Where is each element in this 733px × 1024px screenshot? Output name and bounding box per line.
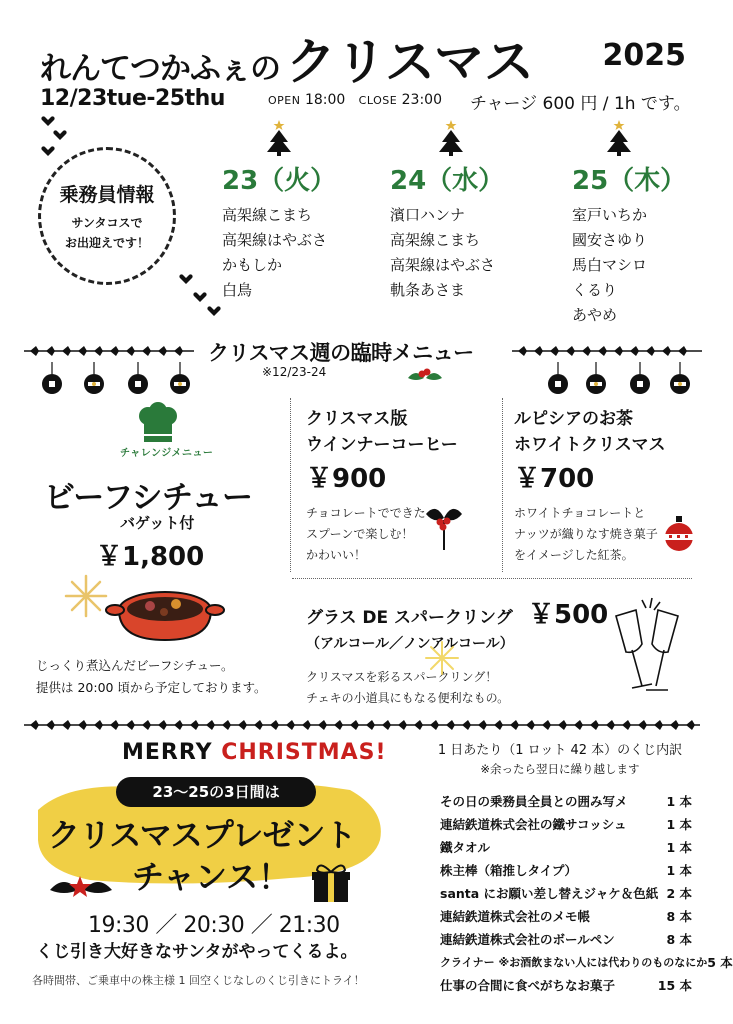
table-row xyxy=(440,882,692,905)
tea-desc-line1: ホワイトチョコレートと xyxy=(514,506,646,520)
menu-item-sparkling xyxy=(306,594,626,709)
beef-stew-description xyxy=(36,655,266,699)
title-year: 2025 xyxy=(602,38,686,73)
sparkling-sub: （アルコール／ノンアルコール） xyxy=(306,636,514,652)
snowflake-icon xyxy=(64,574,108,618)
charge-info: チャージ 600 円 / 1h です。 xyxy=(470,94,691,114)
close-time: 23:00 xyxy=(401,92,442,108)
tea-price: ￥700 xyxy=(514,464,595,494)
divider xyxy=(292,578,692,579)
ornament-icon xyxy=(546,362,696,398)
open-label: OPEN xyxy=(268,94,301,107)
open-time: 18:00 xyxy=(304,92,346,108)
day-date: 24（水） xyxy=(390,166,505,196)
merry-christmas xyxy=(122,740,387,765)
prize-count: 1 本 xyxy=(666,794,692,809)
champagne-icon xyxy=(602,598,694,702)
crew-name: 高架線こまち xyxy=(222,206,313,224)
menu-section-note: ※12/23-24 xyxy=(262,365,327,379)
prize-count: 2 本 xyxy=(666,886,692,901)
crew-name: 室戸いちか xyxy=(572,206,648,224)
close-label: CLOSE xyxy=(358,94,398,107)
beef-desc-line2: 提供は 20:00 頃から予定しております。 xyxy=(36,680,267,695)
garland-right xyxy=(512,344,702,358)
crew-name: 高架線はやぶさ xyxy=(222,231,328,249)
crew-name: かもしか xyxy=(222,256,283,274)
prize-name: 連結鉄道株式会社のメモ帳 xyxy=(440,909,591,924)
crew-name: 國安さゆり xyxy=(572,231,648,249)
snowflake-icon xyxy=(424,640,460,676)
holly-icon xyxy=(422,500,466,552)
christmas-word: CHRISTMAS! xyxy=(221,740,387,765)
beef-stew-sub: バゲット付 xyxy=(120,514,195,532)
tree-icon xyxy=(264,120,294,156)
prize-name: 連結鉄道株式会社の鐵サコッシュ xyxy=(440,817,627,832)
holly-icon xyxy=(404,366,444,388)
tree-icon xyxy=(604,120,634,156)
table-row xyxy=(440,951,733,974)
menu-section-title: クリスマス週の臨時メニュー xyxy=(208,341,474,365)
chef-hat-icon xyxy=(136,402,180,444)
crew-name: くるり xyxy=(572,281,618,299)
lottery-table xyxy=(440,790,733,997)
sparkling-desc-line1: クリスマスを彩るスパークリング！ xyxy=(306,670,498,684)
table-row xyxy=(440,974,692,997)
coffee-desc-line2: スプーンで楽しむ！ xyxy=(306,527,414,541)
present-line1: クリスマスプレゼント xyxy=(48,816,356,854)
crew-name: 白鳥 xyxy=(222,281,253,299)
prize-count: 1 本 xyxy=(666,817,692,832)
coffee-price: ￥900 xyxy=(306,464,387,494)
sparkling-price: ￥500 xyxy=(528,600,609,630)
prize-name: 仕事の合間に食べがちなお菓子 xyxy=(440,978,616,993)
table-row xyxy=(440,928,692,951)
table-row xyxy=(440,859,692,882)
crew-name: 濱口ハンナ xyxy=(390,206,466,224)
coffee-title2: ウインナーコーヒー xyxy=(306,435,458,455)
prize-name: クライナー ※お酒飲まない人には代わりのものなにか xyxy=(440,956,708,969)
lottery-header xyxy=(418,742,702,778)
title-main: クリスマス xyxy=(286,33,534,91)
ornament-icon xyxy=(664,516,694,552)
tea-title1: ルピシアのお茶 xyxy=(514,409,633,429)
tea-title2: ホワイトクリスマス xyxy=(514,435,666,455)
menu-item-coffee xyxy=(306,406,496,566)
crew-info-title: 乗務員情報 xyxy=(59,184,155,206)
tree-icon xyxy=(436,120,466,156)
holly-icon xyxy=(48,870,118,904)
prize-name: その日の乗務員全員との囲み写メ xyxy=(440,794,628,809)
challenge-menu-tag: チャレンジメニュー xyxy=(120,448,214,459)
day-column-25 xyxy=(572,120,712,328)
title-prefix: れんてつかふぇの xyxy=(40,51,280,87)
crew-info-line2: お出迎えです！ xyxy=(64,236,149,251)
coffee-desc-line3: かわいい！ xyxy=(306,548,367,562)
gift-icon xyxy=(310,862,352,904)
coffee-desc-line1: チョコレートでできた xyxy=(306,506,426,520)
table-row xyxy=(440,905,692,928)
sparkling-title: グラス DE スパークリング xyxy=(306,608,513,628)
event-dates: 12/23tue-25thu xyxy=(40,86,225,111)
prize-count: 8 本 xyxy=(666,909,692,924)
crew-name: 高架線はやぶさ xyxy=(390,256,496,274)
crew-info-line1: サンタコスで xyxy=(71,216,143,230)
santa-message: くじ引き大好きなサンタがやってくるよ。 xyxy=(36,942,358,962)
tea-desc-line3: をイメージした紅茶。 xyxy=(514,548,634,562)
table-row xyxy=(440,836,692,859)
garland-left xyxy=(24,344,194,358)
day-column-23 xyxy=(222,120,362,303)
crew-name: 軌条あさま xyxy=(390,281,466,299)
day-column-24 xyxy=(390,120,530,303)
prize-name: santa にお願い差し替えジャケ＆色紙 xyxy=(440,886,659,901)
tea-desc-line2: ナッツが織りなす焼き菓子 xyxy=(514,527,658,541)
merry-word: MERRY xyxy=(122,740,222,765)
page-title xyxy=(40,22,540,94)
coffee-title1: クリスマス版 xyxy=(306,409,408,429)
sparkling-desc-line2: チェキの小道具にもなる便利なもの。 xyxy=(306,691,510,705)
crew-name: 馬白マシロ xyxy=(572,256,648,274)
table-row xyxy=(440,790,692,813)
three-days-pill: 23～25の3日間は xyxy=(116,777,316,807)
prize-count: 15 本 xyxy=(657,978,692,993)
prize-name: 鐵タオル xyxy=(440,840,491,855)
lottery-header-line1: 1 日あたり（1 ロット 42 本）のくじ内訳 xyxy=(437,743,683,758)
lottery-times: 19:30 ／ 20:30 ／ 21:30 xyxy=(88,913,340,938)
present-footnote: 各時間帯、ご乗車中の株主様 1 回空くじなしのくじ引きにトライ！ xyxy=(32,974,365,987)
day-date: 23（火） xyxy=(222,166,337,196)
beef-desc-line1: じっくり煮込んだビーフシチュー。 xyxy=(36,658,234,673)
garland-bottom xyxy=(24,718,700,732)
crew-info-badge xyxy=(38,147,176,285)
pan-icon xyxy=(106,582,224,648)
beef-stew-price: ￥1,800 xyxy=(96,542,205,572)
opening-hours xyxy=(268,92,442,108)
prize-name: 株主棒（箱推しタイプ） xyxy=(440,863,578,878)
present-line2: チャンス！ xyxy=(132,858,291,896)
divider xyxy=(502,398,503,572)
table-row xyxy=(440,813,692,836)
crew-name: あやめ xyxy=(572,306,618,324)
prize-count: 1 本 xyxy=(666,863,692,878)
day-date: 25（木） xyxy=(572,166,687,196)
beef-stew-name: ビーフシチュー xyxy=(44,480,253,516)
prize-name: 連結鉄道株式会社のボールペン xyxy=(440,932,615,947)
prize-count: 1 本 xyxy=(666,840,692,855)
heart-icon xyxy=(178,272,222,320)
ornament-icon xyxy=(40,362,200,398)
lottery-header-line2: ※余ったら翌日に繰り越します xyxy=(480,762,640,776)
prize-count: 8 本 xyxy=(666,932,692,947)
divider xyxy=(290,398,291,572)
prize-count: 5 本 xyxy=(707,955,733,970)
crew-name: 高架線こまち xyxy=(390,231,481,249)
